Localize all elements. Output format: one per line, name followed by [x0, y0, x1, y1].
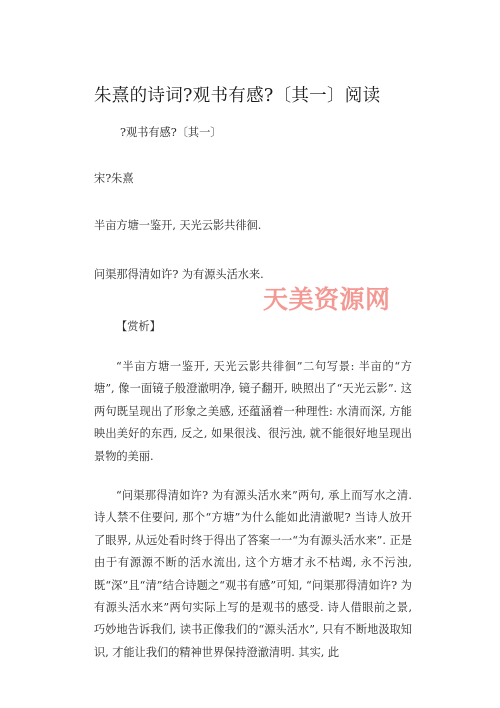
poem-subtitle: ?观书有感?〔其一〕	[120, 126, 222, 139]
paragraph-analysis-2: “问渠那得清如许? 为有源头活水来”两句, 承上而写水之清. 诗人禁不住要问, 那个“方塘”为什么能如此清澈呢? 当诗人放开了眼界, 从远处看时终于得出了答案一一“为有源头活水来”. 正是由于有源源不断的活水流出, 这个方塘才永不枯竭, 永不污浊, 既“深”且“清”结合诗题之“观书有感”可知, “问渠那得清如许? 为有源头活水来”两句实际上写的是观书的感受. 诗人借眼前之景, 巧妙地告诉我们, 读书正像我们的“源头活水”, 只有不断地汲取知识, 才能让我们的精神世界保持澄澈清明. 其实, 此	[94, 489, 412, 659]
poem-line-2: 问渠那得清如许? 为有源头活水来.	[94, 268, 264, 281]
watermark-logo: 天美资源网	[263, 285, 391, 314]
page-title: 朱熹的诗词?观书有感?〔其一〕阅读	[94, 86, 381, 106]
section-heading: 【赏析】	[116, 320, 161, 333]
paragraph-analysis-1: “半亩方塘一鉴开, 天光云影共徘徊”二句写景: 半亩的“方塘”, 像一面镜子般澄澈明净, 镜子翻开, 映照出了“天光云影”. 这两句既呈现出了形象之美感, 还蕴涵着一种理性: 水清而深, 方能映出美好的东西, 反之, 如果很浅、很污浊, 就不能很好地呈现出景物的美丽.	[94, 360, 412, 463]
poem-author: 宋?朱熹	[94, 172, 134, 185]
poem-line-1: 半亩方塘一鉴开, 天光云影共徘徊.	[94, 219, 262, 232]
